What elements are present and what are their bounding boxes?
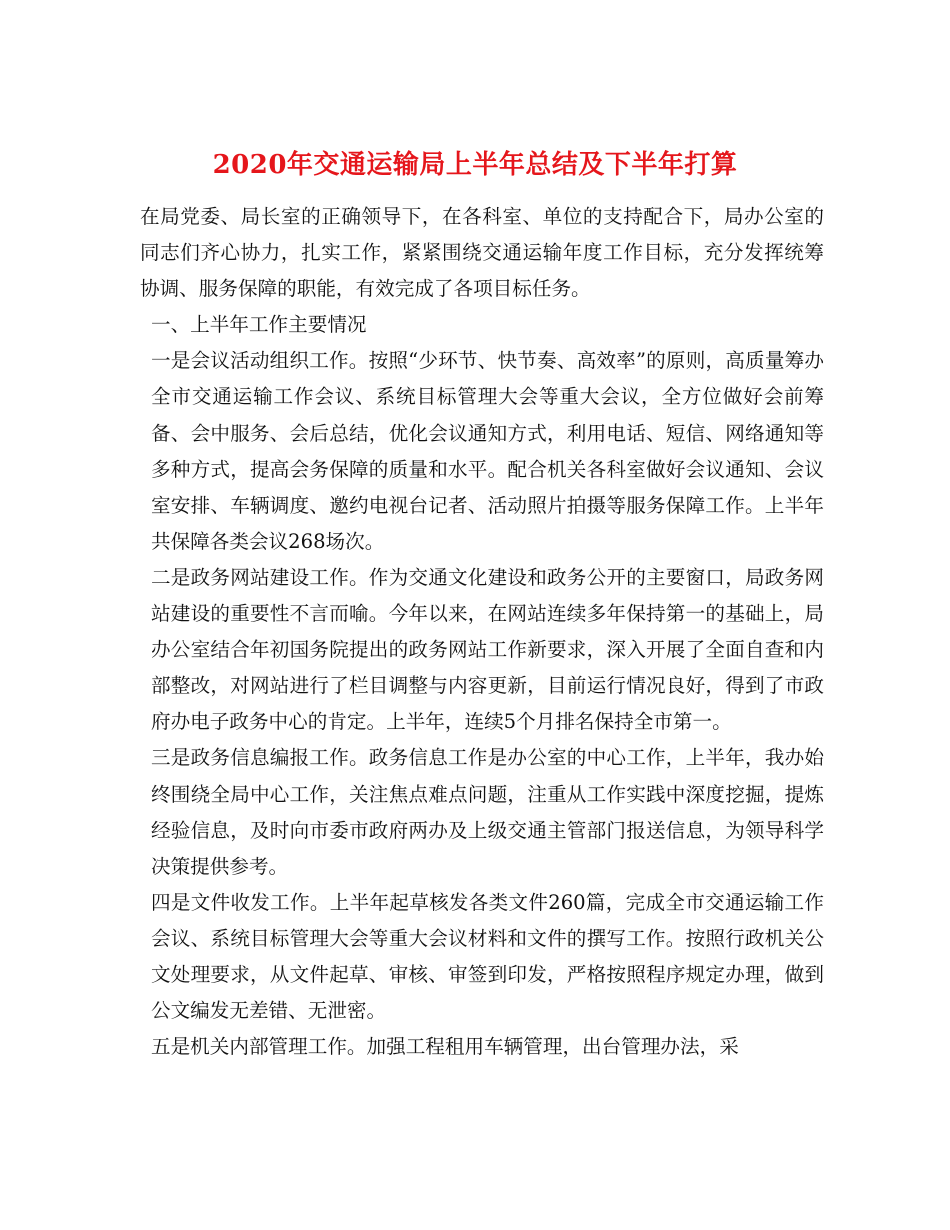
intro-paragraph: 在局党委、局长室的正确领导下，在各科室、单位的支持配合下，局办公室的同志们齐心协力，扎实工作，紧紧围绕交通运输年度工作目标，充分发挥统筹协调、服务保障的职能，有效完成了各项目标任务。 [140, 205, 824, 301]
paragraph-internal-management: 五是机关内部管理工作。加强工程租用车辆管理，出台管理办法，采 [151, 1035, 739, 1059]
paragraph-website: 二是政务网站建设工作。作为交通文化建设和政务公开的主要窗口，局政务网站建设的重要性不言而喻。今年以来，在网站连续多年保持第一的基础上，局办公室结合年初国务院提出的政务网站工作新要求，深入开展了全面自查和内部整改，对网站进行了栏目调整与内容更新，目前运行情况良好，得到了市政府办电子政务中心的肯定。上半年，连续5个月排名保持全市第一。 [151, 565, 824, 734]
paragraph-information: 三是政务信息编报工作。政务信息工作是办公室的中心工作，上半年，我办始终围绕全局中心工作，关注焦点难点问题，注重从工作实践中深度挖掘，提炼经验信息，及时向市委市政府两办及上级交通主管部门报送信息，为领导科学决策提供参考。 [151, 746, 824, 878]
paragraph-documents: 四是文件收发工作。上半年起草核发各类文件260篇，完成全市交通运输工作会议、系统目标管理大会等重大会议材料和文件的撰写工作。按照行政机关公文处理要求，从文件起草、审核、审签到印发，严格按照程序规定办理，做到公文编发无差错、无泄密。 [151, 890, 824, 1023]
document-body [140, 199, 824, 1065]
section-heading: 一、上半年工作主要情况 [151, 313, 367, 337]
page-title: 2020年交通运输局上半年总结及下半年打算 [212, 150, 738, 181]
paragraph-meetings: 一是会议活动组织工作。按照“少环节、快节奏、高效率”的原则，高质量筹办全市交通运输工作会议、系统目标管理大会等重大会议，全方位做好会前筹备、会中服务、会后总结，优化会议通知方式，利用电话、短信、网络通知等多种方式，提高会务保障的质量和水平。配合机关各科室做好会议通知、会议室安排、车辆调度、邀约电视台记者、活动照片拍摄等服务保障工作。上半年共保障各类会议268场次。 [151, 349, 824, 553]
